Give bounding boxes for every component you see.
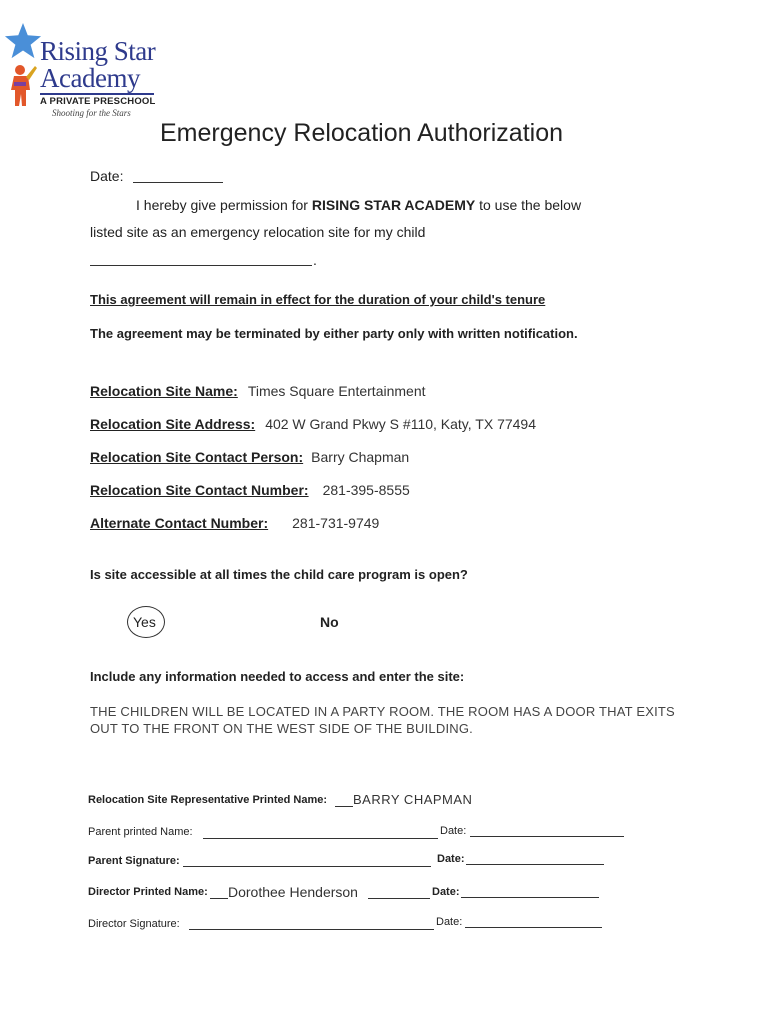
agreement-termination: The agreement may be terminated by either party only with written notification. bbox=[90, 326, 578, 341]
site-address-value: 402 W Grand Pkwy S #110, Katy, TX 77494 bbox=[265, 416, 536, 432]
child-name-period: . bbox=[313, 252, 317, 268]
access-question: Is site accessible at all times the child care program is open? bbox=[90, 567, 468, 582]
star-logo-icon bbox=[4, 22, 42, 60]
director-name-date-line[interactable] bbox=[461, 897, 599, 898]
director-name-value: Dorothee Henderson bbox=[228, 884, 358, 900]
logo-name-line2: Academy bbox=[40, 63, 140, 93]
director-signature-line[interactable] bbox=[189, 929, 434, 930]
parent-name-label: Parent printed Name: bbox=[88, 826, 193, 838]
site-contact-row: Relocation Site Contact Person: Barry Chapman bbox=[90, 449, 410, 465]
permission-line-2: listed site as an emergency relocation site for my child bbox=[90, 224, 426, 240]
site-name-row: Relocation Site Name: Times Square Entertainment bbox=[90, 383, 426, 399]
access-info-line-2: OUT TO THE FRONT ON THE WEST SIDE OF THE BUILDING. bbox=[90, 721, 473, 736]
director-name-label: Director Printed Name: bbox=[88, 886, 208, 898]
answer-no[interactable]: No bbox=[320, 614, 339, 630]
site-contact-value: Barry Chapman bbox=[311, 449, 410, 465]
date-label: Date: bbox=[90, 168, 124, 184]
director-name-line-right[interactable] bbox=[368, 898, 430, 899]
logo-tagline: Shooting for the Stars bbox=[52, 108, 131, 118]
parent-name-line[interactable] bbox=[203, 838, 438, 839]
director-signature-date-line[interactable] bbox=[465, 927, 602, 928]
rep-name-line[interactable] bbox=[335, 806, 353, 807]
page-title: Emergency Relocation Authorization bbox=[160, 119, 564, 147]
parent-signature-date-label: Date: bbox=[437, 853, 465, 865]
site-number-value: 281-395-8555 bbox=[322, 482, 410, 498]
director-signature-label: Director Signature: bbox=[88, 918, 180, 930]
logo-subtitle: A PRIVATE PRESCHOOL bbox=[40, 96, 156, 107]
parent-signature-label: Parent Signature: bbox=[88, 855, 180, 867]
child-figure-icon bbox=[6, 62, 38, 108]
parent-signature-date-line[interactable] bbox=[466, 864, 604, 865]
logo-divider bbox=[40, 93, 154, 95]
director-signature-date-label: Date: bbox=[436, 916, 463, 928]
parent-signature-line[interactable] bbox=[183, 866, 431, 867]
date-field-line[interactable] bbox=[133, 182, 223, 183]
director-name-line-left[interactable] bbox=[210, 898, 228, 899]
org-name: RISING STAR ACADEMY bbox=[311, 197, 476, 213]
agreement-tenure: This agreement will remain in effect for the duration of your child's tenure bbox=[90, 292, 546, 307]
access-info-line-1: THE CHILDREN WILL BE LOCATED IN A PARTY ROOM. THE ROOM HAS A DOOR THAT EXITS bbox=[90, 704, 675, 719]
site-number-row: Relocation Site Contact Number: 281-395-8555 bbox=[90, 482, 410, 498]
logo-name-line1: Rising Star bbox=[40, 36, 156, 66]
rep-name-value: BARRY CHAPMAN bbox=[353, 792, 473, 807]
permission-line-1: I hereby give permission for RISING STAR ACADEMY to use the below bbox=[136, 197, 582, 213]
access-info-label: Include any information needed to access and enter the site: bbox=[90, 669, 465, 684]
alt-number-row: Alternate Contact Number: 281-731-9749 bbox=[90, 515, 380, 531]
rep-name-label: Relocation Site Representative Printed Name: bbox=[88, 794, 328, 806]
parent-name-date-label: Date: bbox=[440, 825, 467, 837]
child-name-field-line[interactable] bbox=[90, 265, 312, 266]
site-name-value: Times Square Entertainment bbox=[247, 383, 426, 399]
alt-number-value: 281-731-9749 bbox=[292, 515, 380, 531]
site-address-row: Relocation Site Address: 402 W Grand Pkwy S #110, Katy, TX 77494 bbox=[90, 416, 536, 432]
director-name-date-label: Date: bbox=[432, 886, 460, 898]
parent-name-date-line[interactable] bbox=[470, 836, 624, 837]
answer-yes[interactable]: Yes bbox=[133, 614, 156, 630]
